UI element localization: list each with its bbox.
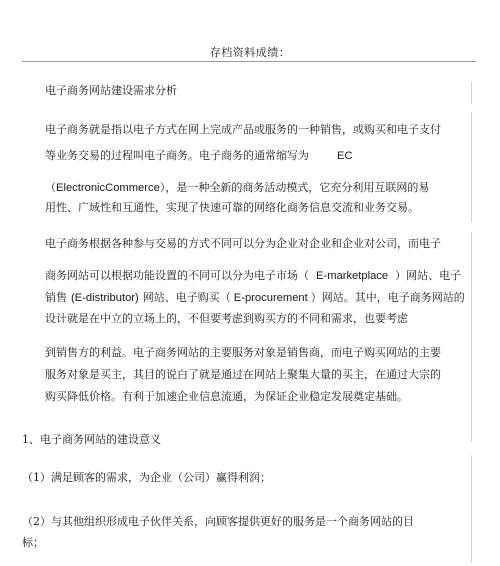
term-electronic-commerce: ElectronicCommerce [56,182,160,194]
paragraph-line [45,269,461,283]
list-item-continuation: 标； [22,536,44,549]
paragraph-line: 到销售方的利益。电子商务网站的主要服务对象是销售商，而电子购买网站的主要 [45,346,441,359]
abbreviation-ec: EC [337,150,353,162]
margin-rule [471,232,472,442]
text-run: （ [45,181,56,194]
page-header-title: 存档资料成绩： [209,46,291,59]
paragraph-line: 用性、广域性和互通性，实现了快速可靠的网络化商务信息交流和业务交易。 [45,201,419,214]
paragraph-line: 电子商务就是指以电子方式在网上完成产品或服务的一种销售，或购买和电子支付 [45,123,441,136]
text-run: 商务网站可以根据功能设置的不同可以分为电子市场（ [45,269,309,282]
paragraph-line: 设计就是在中立的立场上的，不但要考虑到购买方的不同和需求，也要考虑 [45,312,408,325]
paragraph-line [45,181,429,195]
term-e-marketplace: E-marketplace [316,270,389,282]
paragraph-line [45,291,465,305]
text-run: ）网站。其中，电子商务网站的 [310,291,465,304]
margin-rule [471,82,472,104]
paragraph-line: 电子商务根据各种参与交易的方式不同可以分为企业对企业和企业对公司，而电子 [45,237,441,250]
document-heading: 电子商务网站建设需求分析 [45,84,177,97]
text-run: 网站、电子购买（ [142,291,231,304]
paragraph-line [45,149,353,163]
list-item: （1）满足顾客的需求，为企业（公司）赢得利润； [22,471,271,484]
header-divider [22,61,476,62]
paragraph-line: 购买降低价格。有利于加速企业信息流通，为保证企业稳定发展奠定基础。 [45,390,408,403]
text-run: ），是一种全新的商务活动模式，它充分利用互联网的易 [159,181,430,194]
list-item: （2）与其他组织形成电子伙伴关系，向顾客提供更好的服务是一个商务网站的目 [22,515,414,528]
margin-rule [471,455,472,563]
term-e-procurement: E-procurement [233,292,308,304]
term-e-distributor: (E-distributor) [71,292,139,304]
section-heading: 1、电子商务网站的建设意义 [22,433,161,446]
margin-rule [471,112,472,222]
text-run: 销售 [45,291,67,304]
text-run: 等业务交易的过程叫电子商务。电子商务的通常缩写为 [45,149,309,162]
text-run: ）网站、电子 [395,269,462,282]
paragraph-line: 服务对象是买主，其目的说白了就是通过在网站上聚集大量的买主，在通过大宗的 [45,368,441,381]
